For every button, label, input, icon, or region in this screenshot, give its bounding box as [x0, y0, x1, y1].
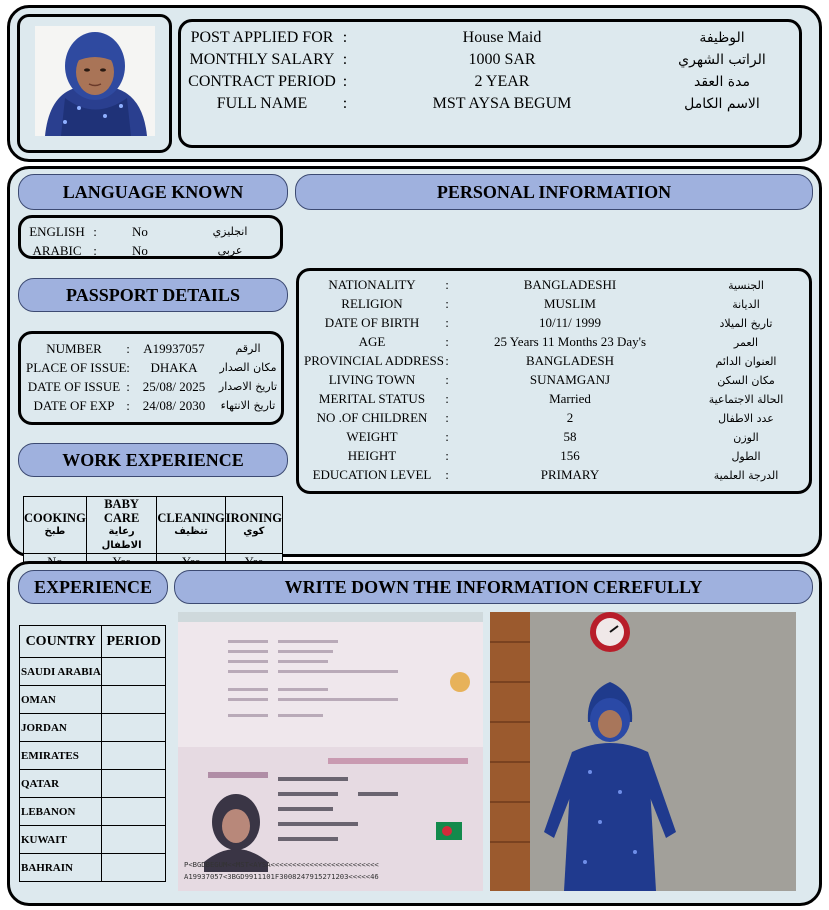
header-value: MST AYSA BEGUM	[432, 95, 572, 112]
passport-arabic: مكان الصدار	[219, 361, 277, 374]
language-arabic: انجليزي	[212, 225, 248, 238]
work-header-cell	[225, 497, 282, 554]
passport-scan-icon	[178, 612, 483, 891]
passport-row	[26, 340, 282, 357]
experience-period[interactable]	[102, 826, 166, 854]
header-colon: :	[342, 95, 348, 112]
experience-country: KUWAIT	[20, 826, 102, 854]
passport-scan-image	[178, 612, 483, 891]
header-colon: :	[342, 29, 348, 46]
personal-colon: :	[445, 429, 449, 444]
passport-label: DATE OF ISSUE	[27, 378, 121, 394]
language-label: ARABIC	[32, 242, 82, 258]
personal-value: PRIMARY	[540, 467, 600, 482]
personal-label: PROVINCIAL ADDRESS	[304, 353, 445, 368]
mrz-line-1: P<BGDBEGUM<<MST<AYSA<<<<<<<<<<<<<<<<<<<<<<<<<	[184, 860, 379, 869]
header-arabic: الراتب الشهري	[678, 52, 766, 68]
personal-label: RELIGION	[341, 296, 403, 311]
personal-arabic: عدد الاطفال	[718, 411, 774, 425]
personal-arabic: العمر	[733, 335, 759, 349]
language-arabic: عربي	[217, 244, 243, 257]
mrz-line-2: A19937057<3BGD9911101F3008247915271203<<<<<46	[184, 872, 379, 881]
personal-arabic: الديانة	[732, 297, 760, 311]
header-arabic: الاسم الكامل	[684, 96, 760, 112]
experience-country: EMIRATES	[20, 742, 102, 770]
passport-colon: :	[126, 340, 130, 356]
personal-colon: :	[445, 410, 449, 425]
passport-label: NUMBER	[46, 340, 102, 356]
personal-value: MUSLIM	[543, 296, 596, 311]
personal-row	[304, 371, 806, 389]
experience-table	[19, 625, 166, 882]
experience-row	[20, 826, 166, 854]
header-row	[186, 50, 792, 70]
country-header: COUNTRY	[20, 626, 102, 658]
header-row	[186, 28, 792, 48]
experience-period[interactable]	[102, 686, 166, 714]
personal-label: AGE	[358, 334, 386, 349]
experience-period[interactable]	[102, 714, 166, 742]
passport-value: 25/08/ 2025	[142, 378, 206, 394]
work-skill-arabic: طبخ	[44, 526, 66, 537]
work-skill-label: COOKING	[24, 511, 86, 525]
personal-colon: :	[445, 353, 449, 368]
header-value: 1000 SAR	[468, 51, 536, 68]
header-colon: :	[342, 51, 348, 68]
personal-label: HEIGHT	[347, 448, 397, 463]
personal-info-title: PERSONAL INFORMATION	[295, 174, 813, 210]
personal-row	[304, 409, 806, 427]
work-header-cell	[24, 497, 87, 554]
personal-row	[304, 447, 806, 465]
personal-label: NO .OF CHILDREN	[316, 410, 428, 425]
header-value: House Maid	[462, 29, 542, 46]
person-full-body-icon	[490, 612, 796, 891]
experience-title: EXPERIENCE	[18, 570, 168, 604]
work-skill-label: IRONING	[225, 511, 282, 525]
passport-value: A19937057	[143, 340, 205, 356]
experience-period[interactable]	[102, 658, 166, 686]
header-row	[186, 94, 792, 114]
passport-arabic: تاريخ الانتهاء	[220, 399, 276, 412]
personal-value: Married	[549, 391, 591, 406]
language-colon: :	[93, 223, 97, 239]
personal-row	[304, 276, 806, 294]
language-title: LANGUAGE KNOWN	[18, 174, 288, 210]
header-label: POST APPLIED FOR	[190, 29, 334, 46]
experience-country: OMAN	[20, 686, 102, 714]
work-header-cell	[86, 497, 157, 554]
header-value: 2 YEAR	[474, 73, 530, 90]
experience-country: QATAR	[20, 770, 102, 798]
experience-period[interactable]	[102, 798, 166, 826]
language-value: No	[132, 242, 148, 258]
passport-row	[26, 397, 282, 414]
personal-colon: :	[445, 277, 449, 292]
experience-row	[20, 742, 166, 770]
personal-arabic: الجنسية	[728, 278, 764, 292]
experience-country: BAHRAIN	[20, 854, 102, 882]
passport-colon: :	[126, 397, 130, 413]
experience-country: JORDAN	[20, 714, 102, 742]
personal-label: MERITAL STATUS	[318, 391, 426, 406]
personal-colon: :	[445, 372, 449, 387]
period-header: PERIOD	[102, 626, 166, 658]
passport-label: PLACE OF ISSUE	[26, 359, 127, 375]
header-colon: :	[342, 73, 348, 90]
header-label: MONTHLY SALARY	[189, 51, 335, 68]
personal-colon: :	[445, 334, 449, 349]
personal-label: EDUCATION LEVEL	[312, 467, 432, 482]
personal-colon: :	[445, 448, 449, 463]
notice-title: WRITE DOWN THE INFORMATION CEREFULLY	[174, 570, 813, 604]
experience-row	[20, 854, 166, 882]
passport-colon: :	[126, 359, 130, 375]
work-skill-arabic: تنظيف	[174, 526, 208, 537]
personal-row	[304, 314, 806, 332]
personal-label: WEIGHT	[346, 429, 398, 444]
experience-row	[20, 686, 166, 714]
header-row	[186, 72, 792, 92]
work-skill-label: CLEANING	[157, 511, 225, 525]
personal-row	[304, 428, 806, 446]
personal-value: 25 Years 11 Months 23 Day's	[493, 334, 647, 349]
personal-arabic: الوزن	[733, 430, 759, 444]
experience-period[interactable]	[102, 742, 166, 770]
personal-arabic: الدرجة العلمية	[713, 468, 779, 482]
personal-row	[304, 466, 806, 484]
personal-row	[304, 333, 806, 351]
passport-arabic: الرقم	[235, 342, 261, 355]
personal-label: LIVING TOWN	[328, 372, 416, 387]
experience-row	[20, 798, 166, 826]
personal-colon: :	[445, 467, 449, 482]
passport-value: 24/08/ 2030	[142, 397, 206, 413]
person-portrait-icon	[35, 26, 155, 136]
personal-value: 2	[566, 410, 574, 425]
experience-period[interactable]	[102, 854, 166, 882]
personal-arabic: الطول	[731, 449, 761, 463]
personal-row	[304, 295, 806, 313]
header-label: CONTRACT PERIOD	[188, 73, 336, 90]
language-row	[24, 242, 280, 259]
personal-label: DATE OF BIRTH	[324, 315, 420, 330]
experience-row	[20, 770, 166, 798]
personal-value: BANGLADESHI	[523, 277, 617, 292]
personal-arabic: تاريخ الميلاد	[719, 316, 773, 330]
personal-row	[304, 390, 806, 408]
personal-colon: :	[445, 315, 449, 330]
experience-country: LEBANON	[20, 798, 102, 826]
language-label: ENGLISH	[29, 223, 85, 239]
passport-colon: :	[126, 378, 130, 394]
personal-value: SUNAMGANJ	[529, 372, 611, 387]
passport-row	[26, 378, 282, 395]
personal-label: NATIONALITY	[328, 277, 416, 292]
experience-period[interactable]	[102, 770, 166, 798]
work-experience-title: WORK EXPERIENCE	[18, 443, 288, 477]
experience-row	[20, 658, 166, 686]
portrait-photo	[35, 26, 155, 136]
personal-arabic: العنوان الدائم	[715, 354, 777, 368]
personal-value: 58	[563, 429, 577, 444]
passport-arabic: تاريخ الاصدار	[218, 380, 278, 393]
experience-row	[20, 714, 166, 742]
passport-title: PASSPORT DETAILS	[18, 278, 288, 312]
passport-label: DATE OF EXP	[33, 397, 115, 413]
personal-value: 156	[560, 448, 580, 463]
personal-value: 10/11/ 1999	[539, 315, 601, 330]
personal-colon: :	[445, 296, 449, 311]
personal-colon: :	[445, 391, 449, 406]
header-label: FULL NAME	[216, 95, 308, 112]
personal-value: BANGLADESH	[525, 353, 615, 368]
passport-row	[26, 359, 282, 376]
language-row	[24, 223, 280, 240]
personal-arabic: مكان السكن	[717, 373, 775, 387]
header-arabic: الوظيفة	[699, 30, 745, 46]
header-arabic: مدة العقد	[694, 74, 750, 90]
work-header-cell	[157, 497, 225, 554]
work-skill-arabic: رعاية الاطفال	[101, 526, 142, 551]
work-skill-arabic: كوي	[243, 526, 265, 537]
passport-value: DHAKA	[150, 359, 198, 375]
personal-row	[304, 352, 806, 370]
work-skill-label: BABY CARE	[103, 497, 140, 525]
language-colon: :	[93, 242, 97, 258]
full-body-photo	[490, 612, 796, 891]
personal-arabic: الحالة الاجتماعية	[708, 392, 784, 406]
language-value: No	[132, 223, 148, 239]
experience-country: SAUDI ARABIA	[20, 658, 102, 686]
